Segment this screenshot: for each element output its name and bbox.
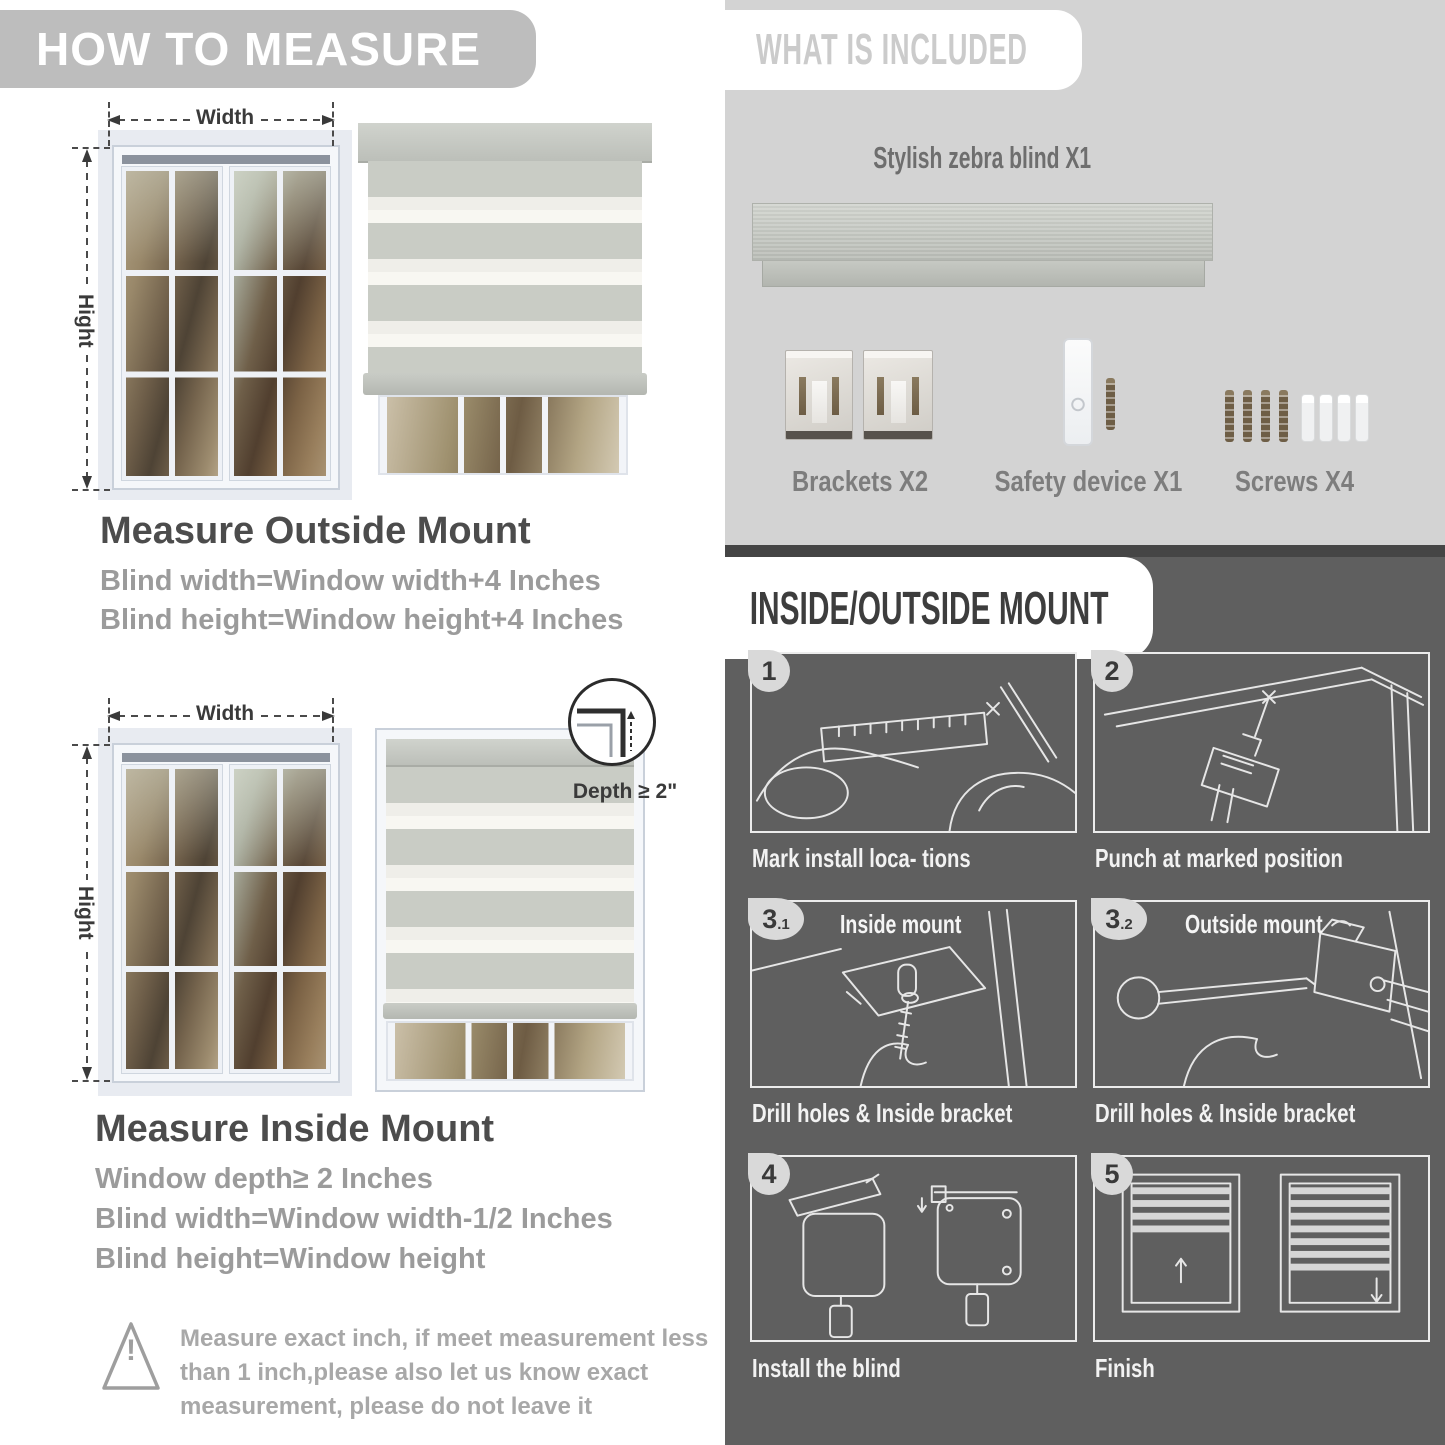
step-panel-1 bbox=[750, 652, 1077, 833]
step-panel-2 bbox=[1093, 652, 1430, 833]
safety-device-label: Safety device X1 bbox=[994, 466, 1182, 498]
width-label-inside: Width bbox=[190, 702, 260, 726]
step-caption-4: Install the blind bbox=[752, 1353, 901, 1383]
step-number-badge: 4 bbox=[748, 1153, 790, 1195]
step-caption-3-2: Drill holes & Inside bracket bbox=[1095, 1098, 1356, 1128]
window-illustration-inside bbox=[112, 743, 340, 1083]
height-label-outside: Hight bbox=[73, 288, 97, 354]
outside-mount-line2: Blind height=Window height+4 Inches bbox=[100, 604, 624, 636]
blind-bottom-rail bbox=[383, 1003, 637, 1019]
step-caption-1: Mark install loca- tions bbox=[752, 843, 971, 873]
step-number-badge: 3 .1 bbox=[748, 898, 804, 940]
window-top-sash-shadow bbox=[122, 155, 330, 164]
window-top-sash-shadow bbox=[122, 753, 330, 762]
what-is-included-header-label: WHAT IS INCLUDED bbox=[756, 25, 1028, 74]
step-caption-2: Punch at marked position bbox=[1095, 843, 1343, 873]
what-is-included-section bbox=[725, 0, 1445, 545]
inside-outside-mount-section bbox=[725, 557, 1445, 1445]
window-under-blind bbox=[386, 1021, 634, 1081]
warning-text-line3: measurement, please do not leave it bbox=[180, 1393, 593, 1420]
anchor-image-4 bbox=[1355, 394, 1369, 442]
step-number-badge: 1 bbox=[748, 650, 790, 692]
install-blind-illustration bbox=[752, 1157, 1075, 1340]
screw-image-2 bbox=[1243, 390, 1252, 442]
depth-magnifier-icon bbox=[568, 678, 656, 766]
anchor-image-1 bbox=[1301, 394, 1315, 442]
inside-outside-mount-header-label: INSIDE/OUTSIDE MOUNT bbox=[749, 582, 1109, 634]
step-caption-3-1: Drill holes & Inside bracket bbox=[752, 1098, 1013, 1128]
brackets-label: Brackets X2 bbox=[791, 466, 929, 498]
inside-mount-line2: Blind width=Window width-1/2 Inches bbox=[95, 1203, 613, 1235]
product-label: Stylish zebra blind X1 bbox=[873, 140, 1091, 175]
section-separator bbox=[725, 545, 1445, 557]
warning-text-line2: than 1 inch,please also let us know exact bbox=[180, 1359, 649, 1386]
width-label-outside: Width bbox=[190, 106, 260, 130]
warning-triangle-icon bbox=[100, 1318, 162, 1394]
window-under-blind bbox=[378, 395, 628, 475]
safety-device-image bbox=[1063, 338, 1093, 446]
how-to-measure-header bbox=[0, 10, 536, 88]
blind-headrail-lip bbox=[762, 261, 1205, 287]
window-casement-right bbox=[230, 765, 330, 1073]
inside-mount-line1: Window depth≥ 2 Inches bbox=[95, 1163, 433, 1195]
window-casement-right bbox=[230, 167, 330, 480]
blind-zebra-fabric bbox=[368, 161, 642, 373]
step-panel-4 bbox=[750, 1155, 1077, 1342]
zebra-blind-illustration-outside bbox=[358, 118, 652, 480]
outside-mount-line1: Blind width=Window width+4 Inches bbox=[100, 565, 601, 597]
blind-headrail-image bbox=[752, 203, 1213, 261]
depth-label: Depth ≥ 2" bbox=[572, 780, 678, 803]
what-is-included-header bbox=[725, 10, 1082, 90]
window-casements bbox=[122, 167, 330, 480]
step-number-badge: 2 bbox=[1091, 650, 1133, 692]
anchor-image-3 bbox=[1337, 394, 1351, 442]
finish-illustration bbox=[1095, 1157, 1428, 1340]
inside-mount-line3: Blind height=Window height bbox=[95, 1243, 486, 1275]
screw-image-3 bbox=[1261, 390, 1270, 442]
step-title-outside-mount: Outside mount bbox=[1185, 909, 1323, 939]
inside-mount-title: Measure Inside Mount bbox=[95, 1108, 495, 1150]
bracket-image-1 bbox=[785, 350, 853, 440]
blind-bottom-rail bbox=[363, 373, 647, 395]
screw-image-1 bbox=[1225, 390, 1234, 442]
bracket-image-2 bbox=[863, 350, 933, 440]
how-to-measure-section bbox=[0, 0, 722, 1445]
window-casements bbox=[122, 765, 330, 1073]
how-to-measure-header-label: HOW TO MEASURE bbox=[36, 23, 482, 75]
outside-mount-title: Measure Outside Mount bbox=[100, 510, 531, 552]
step-number-badge: 5 bbox=[1091, 1153, 1133, 1195]
anchor-image-2 bbox=[1319, 394, 1333, 442]
warning-text-line1: Measure exact inch, if meet measurement less bbox=[180, 1325, 709, 1352]
window-casement-left bbox=[122, 167, 222, 480]
drill-illustration bbox=[1095, 654, 1428, 831]
warning-exclamation: ! bbox=[126, 1334, 136, 1367]
window-illustration-outside bbox=[112, 145, 340, 490]
step-title-inside-mount: Inside mount bbox=[840, 909, 962, 939]
inside-outside-mount-header bbox=[725, 557, 1153, 659]
window-casement-left bbox=[122, 765, 222, 1073]
mark-location-illustration bbox=[752, 654, 1075, 831]
step-panel-5 bbox=[1093, 1155, 1430, 1342]
screw-image-4 bbox=[1279, 390, 1288, 442]
height-label-inside: Hight bbox=[73, 880, 97, 946]
step-caption-5: Finish bbox=[1095, 1353, 1155, 1383]
blind-headrail bbox=[358, 123, 652, 163]
step-number-badge: 3 .2 bbox=[1091, 898, 1147, 940]
safety-device-screw bbox=[1106, 378, 1115, 430]
screws-label: Screws X4 bbox=[1235, 466, 1355, 498]
